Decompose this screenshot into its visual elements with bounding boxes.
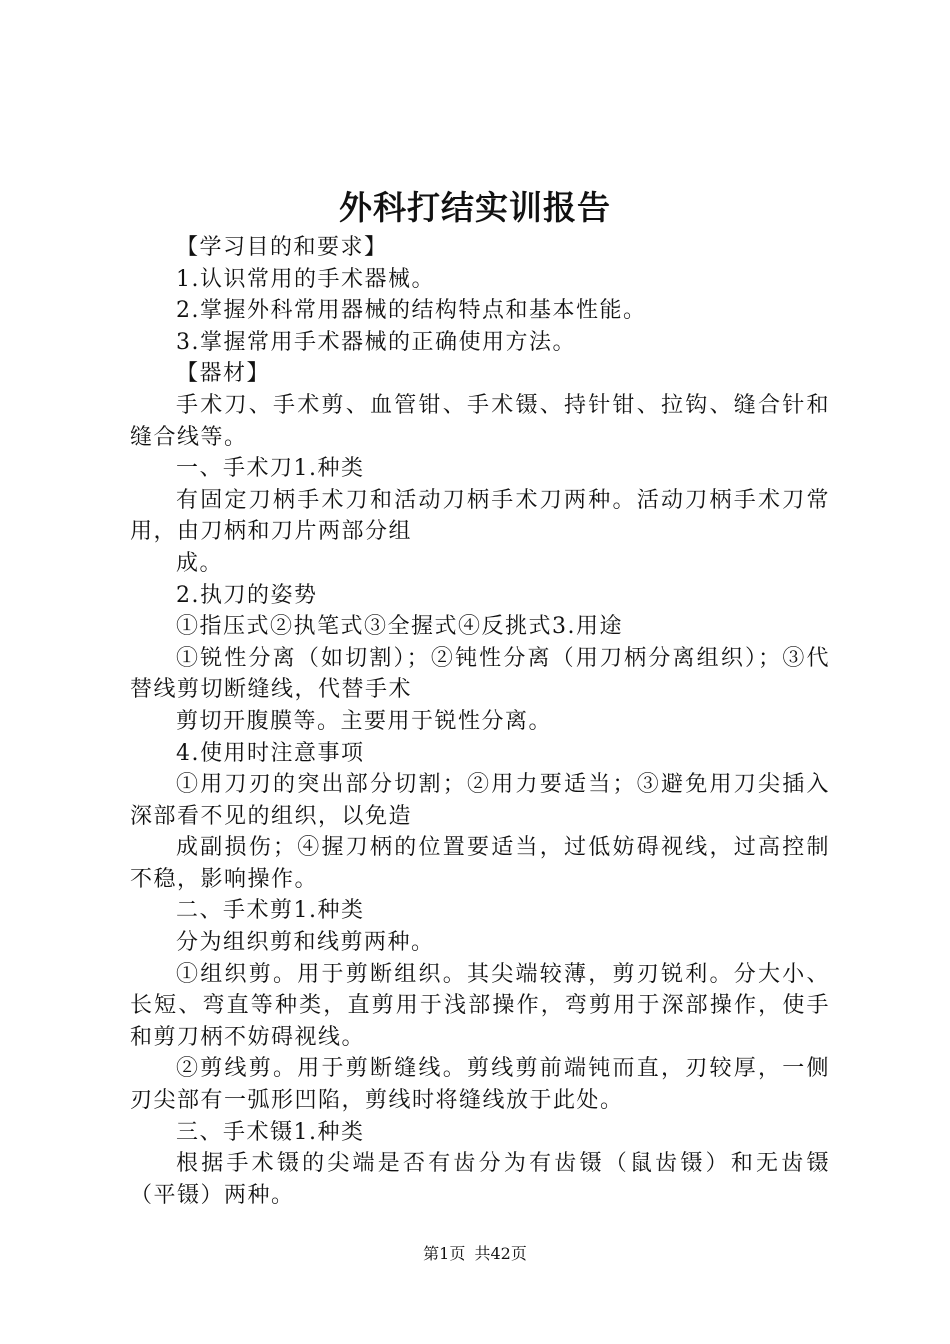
- page-footer: [0, 1243, 950, 1265]
- subheading-precautions: 4.使用时注意事项: [176, 740, 365, 766]
- paragraph-objective-2: 2.掌握外科常用器械的结构特点和基本性能。: [176, 298, 647, 324]
- section-heading-forceps: 三、手术镊1.种类: [176, 1119, 365, 1145]
- paragraph-precautions-1: ①用刀刃的突出部分切割；②用力要适当；③避免用刀尖插入深部看不见的组织，以免造: [130, 772, 830, 829]
- section-heading-scalpel: 一、手术刀1.种类: [176, 456, 365, 482]
- paragraph-holding-posture: ①指压式②执笔式③全握式④反挑式3.用途: [176, 614, 623, 640]
- paragraph-objective-3: 3.掌握常用手术器械的正确使用方法。: [176, 329, 576, 355]
- document-body: [130, 232, 830, 1211]
- paragraph-tissue-scissors: ①组织剪。用于剪断组织。其尖端较薄，剪刃锐利。分大小、长短、弯直等种类，直剪用于浅部操作，弯剪用于深部操作，使手和剪刀柄不妨碍视线。: [130, 961, 830, 1050]
- page-total: 共42页: [474, 1244, 527, 1263]
- paragraph-scalpel-types-end: 成。: [176, 550, 224, 576]
- paragraph-scissors-types: 分为组织剪和线剪两种。: [176, 930, 435, 956]
- paragraph-equipment-list: 手术刀、手术剪、血管钳、手术镊、持针钳、拉钩、缝合针和缝合线等。: [130, 392, 830, 450]
- page-number: 第1页: [423, 1244, 466, 1263]
- paragraph-scalpel-uses: ①锐性分离（如切割）；②钝性分离（用刀柄分离组织）；③代替线剪切断缝线，代替手术: [130, 645, 830, 703]
- paragraph-precautions-2: 成副损伤；④握刀柄的位置要适当，过低妨碍视线，过高控制不稳，影响操作。: [130, 835, 830, 892]
- paragraph-objective-1: 1.认识常用的手术器械。: [176, 266, 435, 292]
- paragraph-suture-scissors: ②剪线剪。用于剪断缝线。剪线剪前端钝而直，刃较厚，一侧刃尖部有一弧形凹陷，剪线时将缝线放于此处。: [130, 1056, 830, 1114]
- paragraph-forceps-types: 根据手术镊的尖端是否有齿分为有齿镊（鼠齿镊）和无齿镊（平镊）两种。: [130, 1151, 830, 1208]
- section-heading-scissors: 二、手术剪1.种类: [176, 898, 365, 924]
- document-title: 外科打结实训报告: [339, 188, 611, 227]
- paragraph-scalpel-types: 有固定刀柄手术刀和活动刀柄手术刀两种。活动刀柄手术刀常用，由刀柄和刀片两部分组: [130, 487, 830, 545]
- paragraph-scalpel-uses-end: 剪切开腹膜等。主要用于锐性分离。: [176, 708, 553, 734]
- section-heading-equipment: 【器材】: [176, 361, 271, 387]
- section-heading-objectives: 【学习目的和要求】: [176, 235, 388, 260]
- subheading-holding-posture: 2.执刀的姿势: [176, 582, 318, 608]
